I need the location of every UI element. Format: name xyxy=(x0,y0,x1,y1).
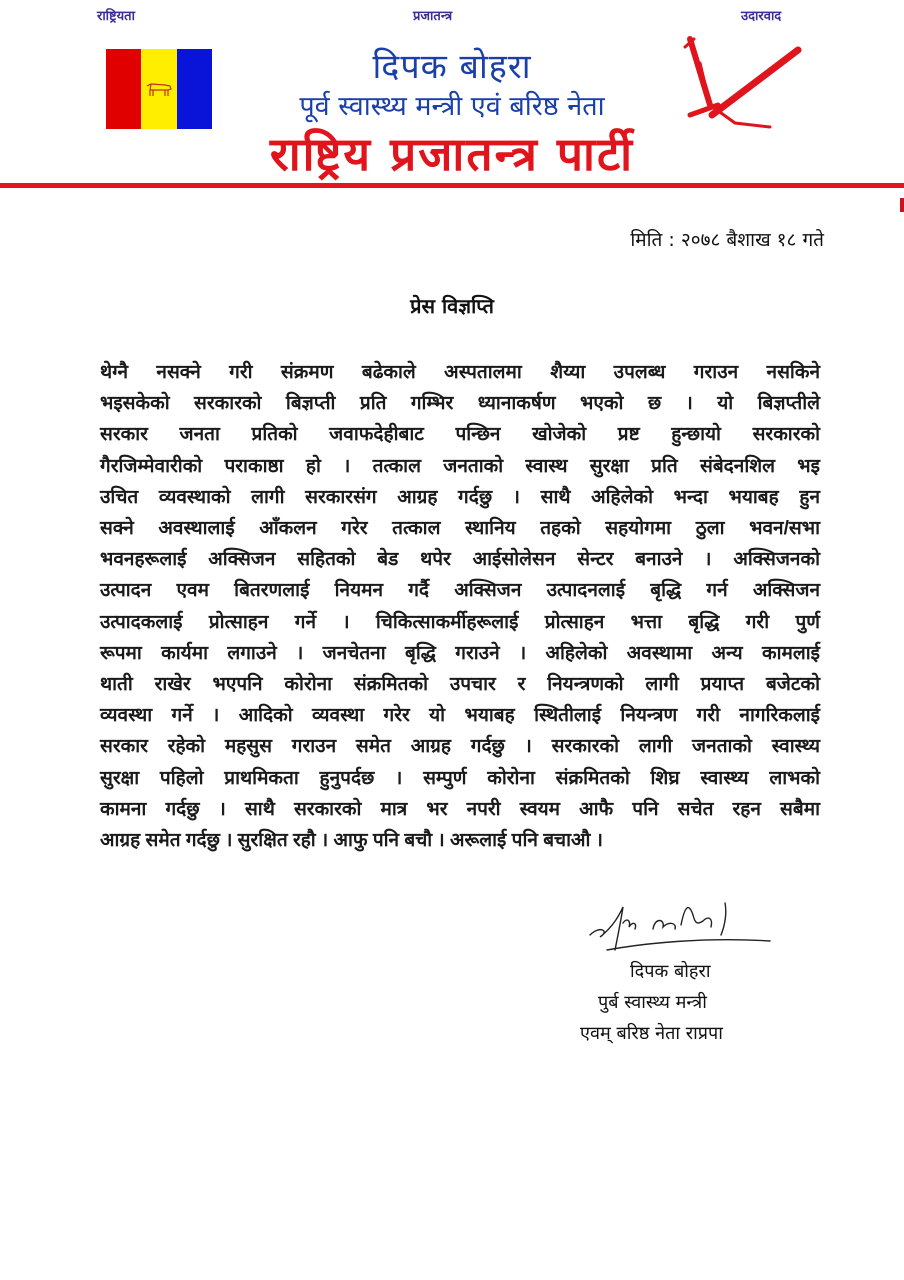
body-line: उचित व्यवस्थाको लागी सरकारसंग आग्रह गर्दछु । साथै अहिलेको भन्दा भयाबह हुन xyxy=(100,486,820,508)
body-line: भइसकेको सरकारको बिज्ञप्ती प्रति गम्भिर ध्यानाकर्षण भएको छ । यो बिज्ञप्तीले xyxy=(100,393,820,415)
motto-nationalism: राष्ट्रियता xyxy=(97,9,135,24)
body-line: थाती राखेर भएपनि कोरोना संक्रमितको उपचार र नियन्त्रणको लागी प्रयाप्त बजेटको xyxy=(100,674,820,696)
signatory-name: दिपक बोहरा xyxy=(630,961,711,982)
body-line: आग्रह समेत गर्दछु । सुरक्षित रहौ । आफु पनि बचौ । अरूलाई पनि बचाऔ । xyxy=(100,830,603,852)
edge-mark xyxy=(900,198,904,212)
plough-icon xyxy=(680,35,805,130)
issue-date: मिति : २०७८ बैशाख १८ गते xyxy=(630,229,824,251)
signatory-title: पुर्ब स्वास्थ्य मन्त्री xyxy=(598,992,707,1013)
body-line: सुरक्षा पहिलो प्राथमिकता हुनुपर्दछ । सम्पुर्ण कोरोना संक्रमितको शिघ्र स्वास्थ्य लाभको xyxy=(100,767,820,789)
leader-title: पूर्व स्वास्थ्य मन्त्री एवं बरिष्ठ नेता xyxy=(299,91,605,122)
body-line: रूपमा कार्यमा लगाउने । जनचेतना बृद्धि गराउने । अहिलेको अवस्थामा अन्य कामलाई xyxy=(100,642,820,664)
document-heading: प्रेस विज्ञप्ति xyxy=(410,294,494,318)
body-line: उत्पादन एवम बितरणलाई नियमन गर्दै अक्सिजन उत्पादनलाई बृद्धि गर्न अक्सिजन xyxy=(100,580,820,602)
motto-democracy: प्रजातन्त्र xyxy=(413,9,453,24)
body-line: सरकार जनता प्रतिको जवाफदेहीबाट पन्छिन खोजेको प्रष्ट हुन्छायो सरकारको xyxy=(100,424,820,446)
party-name: राष्ट्रिय प्रजातन्त्र पार्टी xyxy=(269,127,635,181)
signature-block xyxy=(580,956,800,1049)
header-divider xyxy=(0,183,904,188)
body-line: थेग्नै नसक्ने गरी संक्रमण बढेकाले अस्पतालमा शैय्या उपलब्ध गराउन नसकिने xyxy=(100,362,820,383)
body-line: भवनहरूलाई अक्सिजन सहितको बेड थपेर आईसोलेसन सेन्टर बनाउने । अक्सिजनको xyxy=(100,549,820,571)
press-release-body xyxy=(100,357,820,856)
handwritten-signature xyxy=(585,895,775,955)
body-line: उत्पादकलाई प्रोत्साहन गर्ने । चिकित्साकर्मीहरूलाई प्रोत्साहन भत्ता बृद्धि गरी पुर्ण xyxy=(100,611,820,633)
body-line: सरकार रहेको महसुस गराउन समेत आग्रह गर्दछु । सरकारको लागी जनताको स्वास्थ्य xyxy=(100,736,820,758)
body-line: व्यवस्था गर्ने । आदिको व्यवस्था गरेर यो भयाबह स्थितीलाई नियन्त्रण गरी नागरिकलाई xyxy=(100,705,820,727)
signatory-title-2: एवम् बरिष्ठ नेता राप्रपा xyxy=(580,1023,723,1044)
body-line: गैरजिम्मेवारीको पराकाष्ठा हो । तत्काल जनताको स्वास्थ सुरक्षा प्रति संबेदनशिल भइ xyxy=(100,455,820,477)
motto-liberalism: उदारवाद xyxy=(741,9,782,24)
body-line: कामना गर्दछु । साथै सरकारको मात्र भर नपरी स्वयम आफै पनि सचेत रहन सबैमा xyxy=(100,798,820,820)
body-line: सक्ने अवस्थालाई आँकलन गरेर तत्काल स्थानिय तहको सहयोगमा ठुला भवन/सभा xyxy=(100,518,820,540)
leader-name: दिपक बोहरा xyxy=(372,47,532,87)
